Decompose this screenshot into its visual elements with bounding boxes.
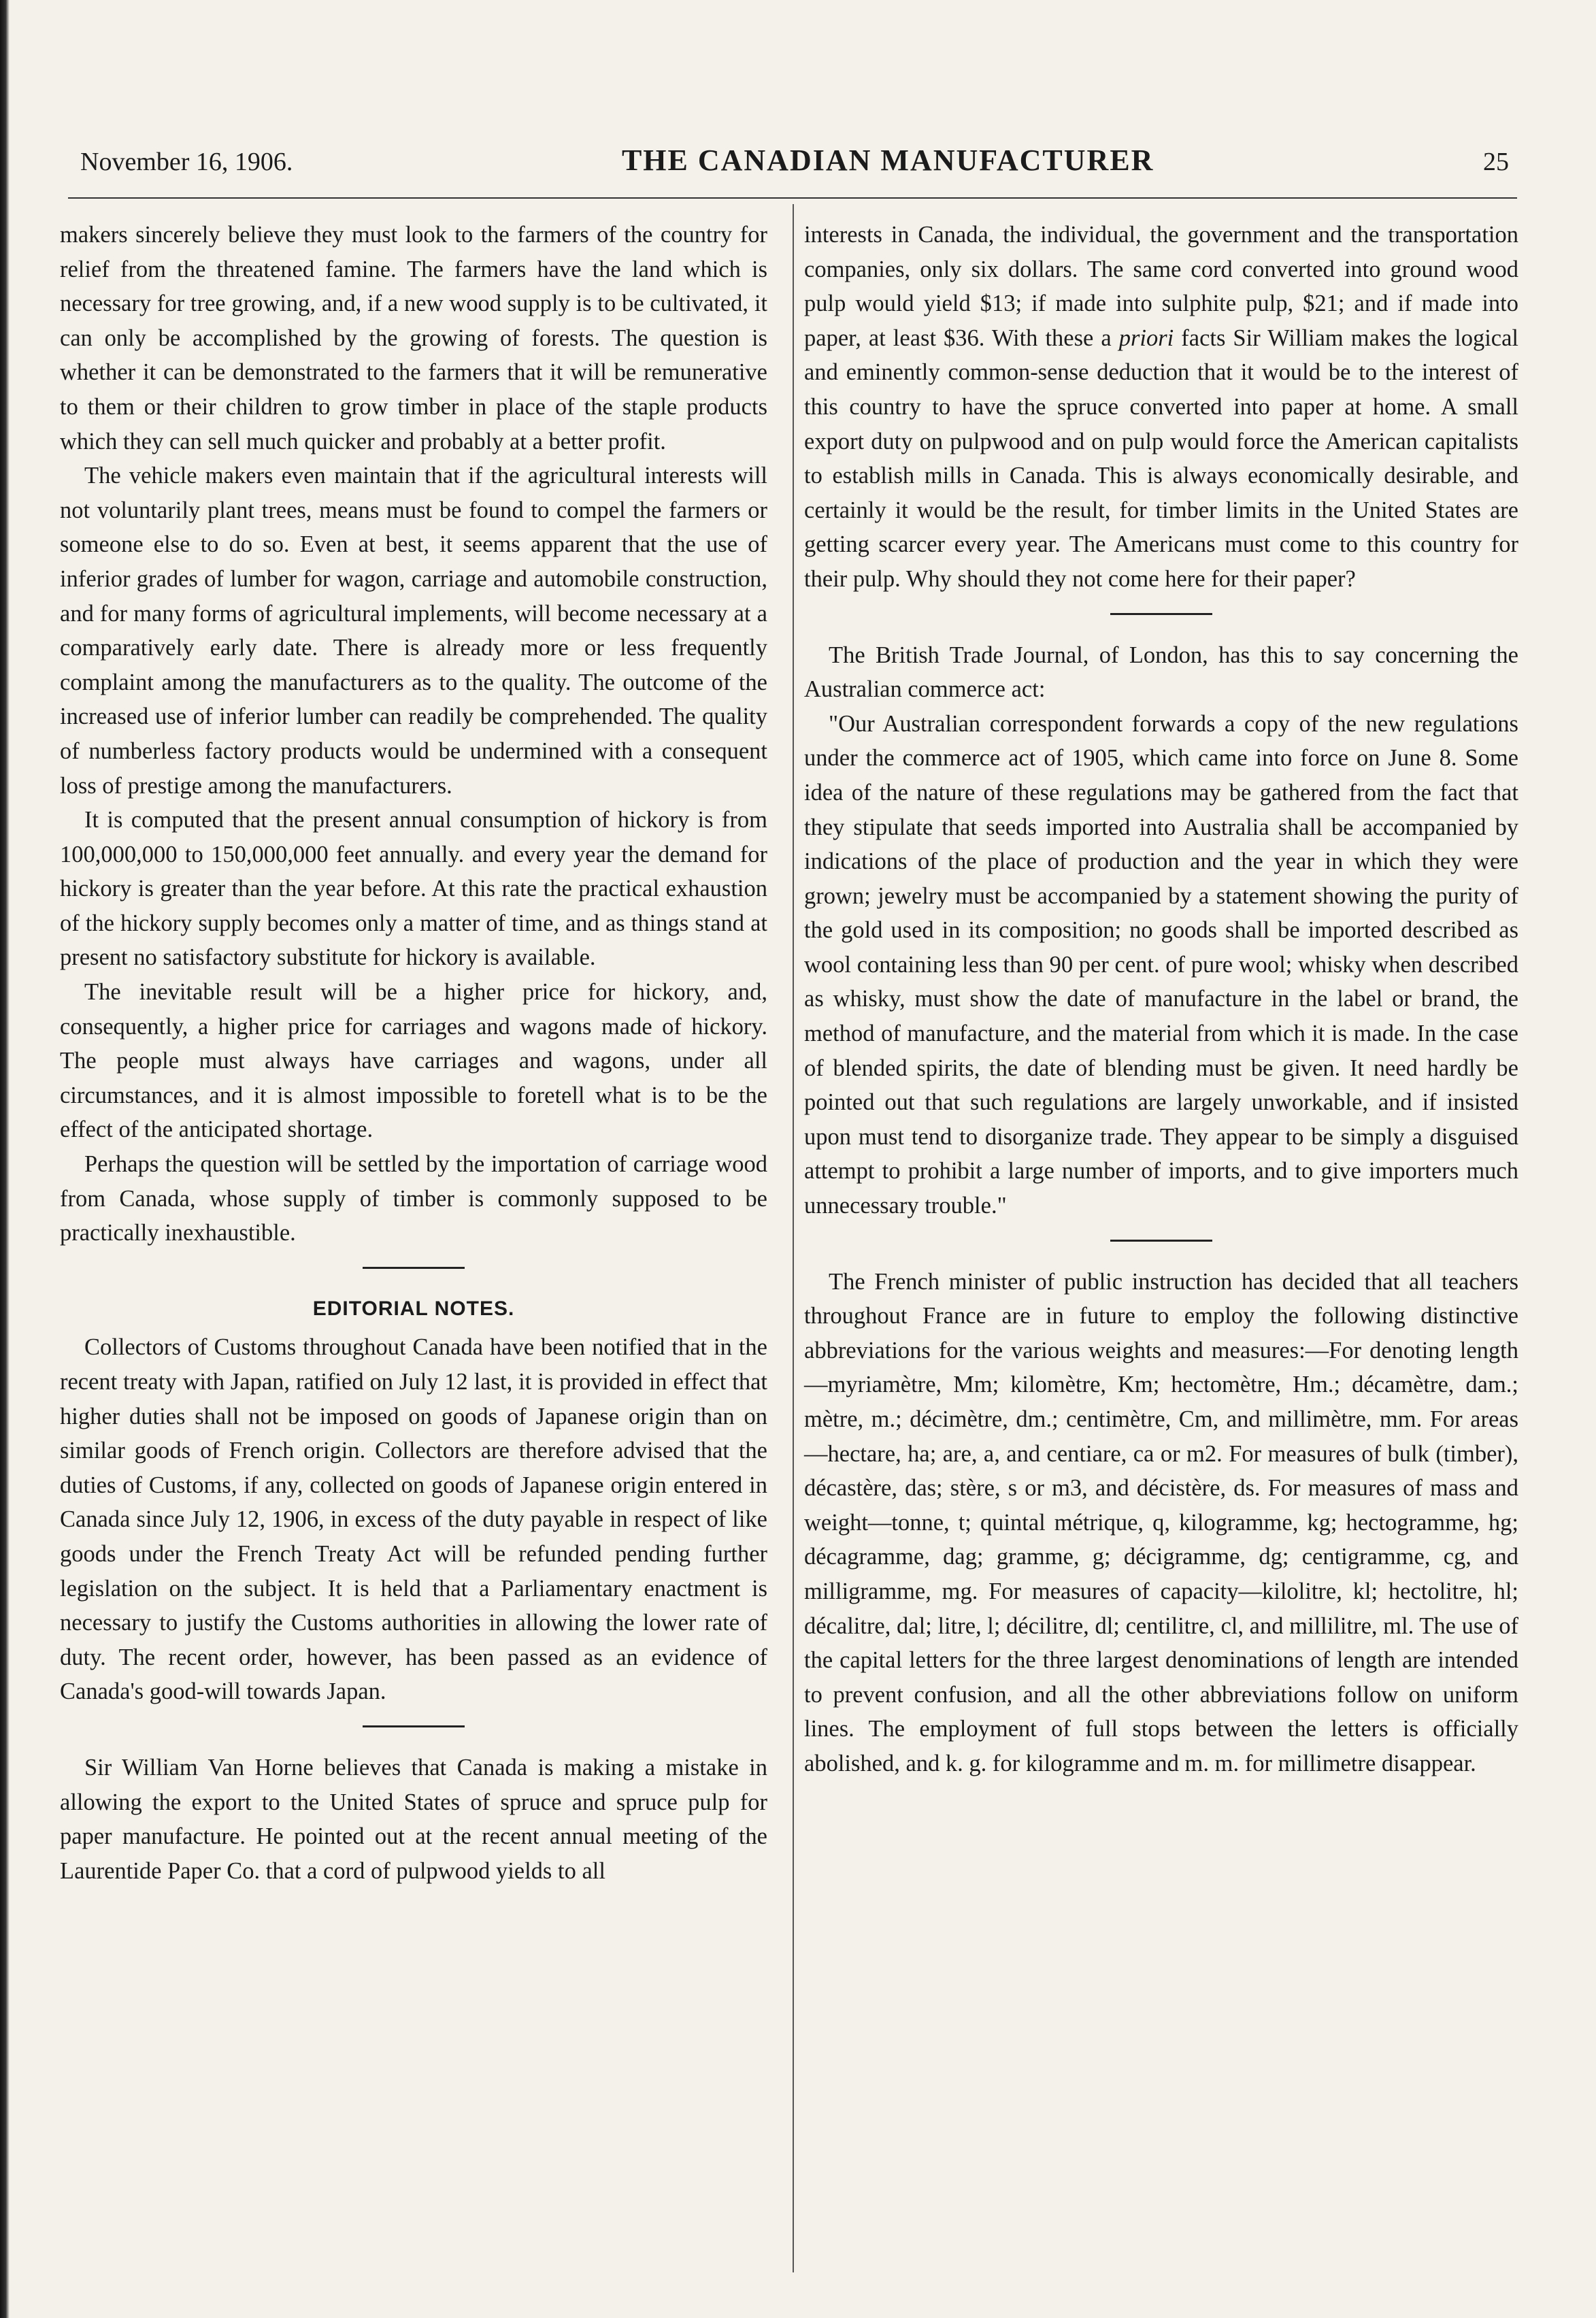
section-rule <box>363 1267 465 1269</box>
italic-text: priori <box>1118 325 1174 351</box>
paragraph: Perhaps the question will be settled by the importation of carriage wood from Canada, whose supply of timber is commonly supposed to be practically inexhaustible. <box>60 1151 767 1246</box>
header-rule <box>68 197 1517 199</box>
page-binding-edge <box>0 0 10 2318</box>
issue-date: November 16, 1906. <box>80 148 293 176</box>
page-header <box>80 143 1509 197</box>
paragraph: Sir William Van Horne believes that Canada is making a mistake in allowing the export to the United States of spruce and spruce pulp for paper manufacture. He pointed out at the recent annual meeting of the Laurentide Paper Co. that a cord of pulpwood yields to all <box>60 1754 767 1884</box>
column-divider <box>793 204 794 2272</box>
paragraph: "Our Australian correspondent forwards a copy of the new regulations under the commerce act of 1905, which came into force on June 8. Some idea of the nature of these regulations may be gathered from the fact that they stipulate that seeds imported into Australia shall be accompanied by indications of the place of production and the year in which they were grown; jewelry must be accompanied by a statement showing the purity of the gold used in its composition; no goods shall be imported described as wool containing less than 90 per cent. of pure wool; whisky when described as whisky, must show the date of manufacture in the label or brand, the method of manufacture, and the material from which it is made. In the case of blended spirits, the date of blending must be given. It need hardly be pointed out that such regulations are largely unworkable, and if insisted upon must tend to disorganize trade. They appear to be simply a disguised attempt to prohibit a large number of imports, and to give importers much unnecessary trouble." <box>804 710 1518 1219</box>
journal-title: THE CANADIAN MANUFACTURER <box>621 144 1154 177</box>
section-rule <box>1110 1240 1212 1242</box>
paragraph: Collectors of Customs throughout Canada have been notified that in the recent treaty with Japan, ratified on July 12 last, it is provided in effect that higher duties shall not be imposed on goods of Japanese origin than on similar goods of French origin. Collectors are therefore advised that the duties of Customs, if any, collected on goods of Japanese origin entered in Canada since July 12, 1906, in excess of the duty payable in respect of like goods under the French Treaty Act will be refunded pending further legislation on the subject. It is held that a Parliamentary enactment is necessary to justify the Customs authorities in allowing the lower rate of duty. The recent order, however, has been passed as an evidence of Canada's good-will towards Japan. <box>60 1334 767 1705</box>
section-rule <box>363 1725 465 1727</box>
paragraph: The inevitable result will be a higher price for hickory, and, consequently, a higher price for carriages and wagons made of hickory. The people must always have carriages and wagons, under all circumstances, and it is almost impossible to foretell what is to be the effect of the anticipated shortage. <box>60 979 767 1143</box>
paragraph: It is computed that the present annual consumption of hickory is from 100,000,000 to 150,000,000 feet annually. and every year the demand for hickory is greater than the year before. At this rate the practical exhaustion of the hickory supply becomes only a matter of time, and as things stand at present no satisfactory substitute for hickory is available. <box>60 807 767 971</box>
editorial-notes-heading: EDITORIAL NOTES. <box>312 1297 515 1320</box>
text-run: facts Sir William makes the logical and eminently common-sense deduction that it would be to the interest of this country to have the spruce converted into paper at home. A small export duty on pulpwood and on pulp would force the American capitalists to establish mills in Canada. This is always economically desirable, and certainly it would be the result, for timber limits in the United States are getting scarcer every year. The Americans must come to this country for their pulp. Why should they not come here for their paper? <box>804 325 1519 592</box>
paragraph: makers sincerely believe they must look to the farmers of the country for relief from the threatened famine. The farmers have the land which is necessary for tree growing, and, if a new wood supply is to be cultivated, it can only be accomplished by the growing of forests. The question is whether it can be demonstrated to the farmers that it will be remunerative to them or their children to grow timber in place of the staple products which they can sell much quicker and probably at a better profit. <box>60 222 767 454</box>
paragraph: The French minister of public instruction has decided that all teachers throughout France are in future to employ the following distinctive abbreviations for the various weights and measures:—For denoting length—myriamètre, Mm; kilomètre, Km; hectomètre, Hm.; décamètre, dam.; mètre, m.; décimètre, dm.; centimètre, Cm, and millimètre, mm. For areas—hectare, ha; are, a, and centiare, ca or m2. For measures of bulk (timber), décastère, das; stère, s or m3, and décistère, ds. For measures of mass and weight—tonne, t; quintal métrique, q, kilogramme, kg; hectogramme, hg; décagramme, dag; gramme, g; décigramme, dg; centigramme, cg, and milligramme, mg. For measures of capacity—kilolitre, kl; hectolitre, hl; décalitre, dal; litre, l; décilitre, dl; centilitre, cl, and millilitre, ml. The use of the capital letters for the three largest denominations of length are intended to prevent confusion, and all the other abbreviations follow on uniform lines. The employment of full stops between the letters is officially abolished, and k. g. for kilogramme and m. m. for millimetre disappear. <box>804 1268 1518 1776</box>
section-rule <box>1110 613 1212 615</box>
paragraph: The vehicle makers even maintain that if the agricultural interests will not voluntarily plant trees, means must be found to compel the farmers or someone else to do so. Even at best, it seems apparent that the use of inferior grades of lumber for wagon, carriage and automobile construction, and for many forms of agricultural implements, will become necessary at a comparatively early date. There is already more or less frequently complaint among the manufacturers as to the quality. The outcome of the increased use of inferior lumber can readily be comprehended. The quality of numberless factory products would be undermined with a consequent loss of prestige among the manufacturers. <box>60 463 767 799</box>
right-column <box>804 218 1518 1781</box>
paragraph: The British Trade Journal, of London, has this to say concerning the Australian commerce act: <box>804 642 1518 703</box>
left-column <box>60 218 767 1888</box>
page-number: 25 <box>1483 148 1509 176</box>
text-run: interests in Canada, the individual, the government and the transportation companies, only six dollars. The same cord converted into ground wood pulp would yield $13; if made into sulphite pulp, $21; and if made into paper, at least $36. With these a <box>804 222 1518 351</box>
paragraph <box>804 218 1518 597</box>
